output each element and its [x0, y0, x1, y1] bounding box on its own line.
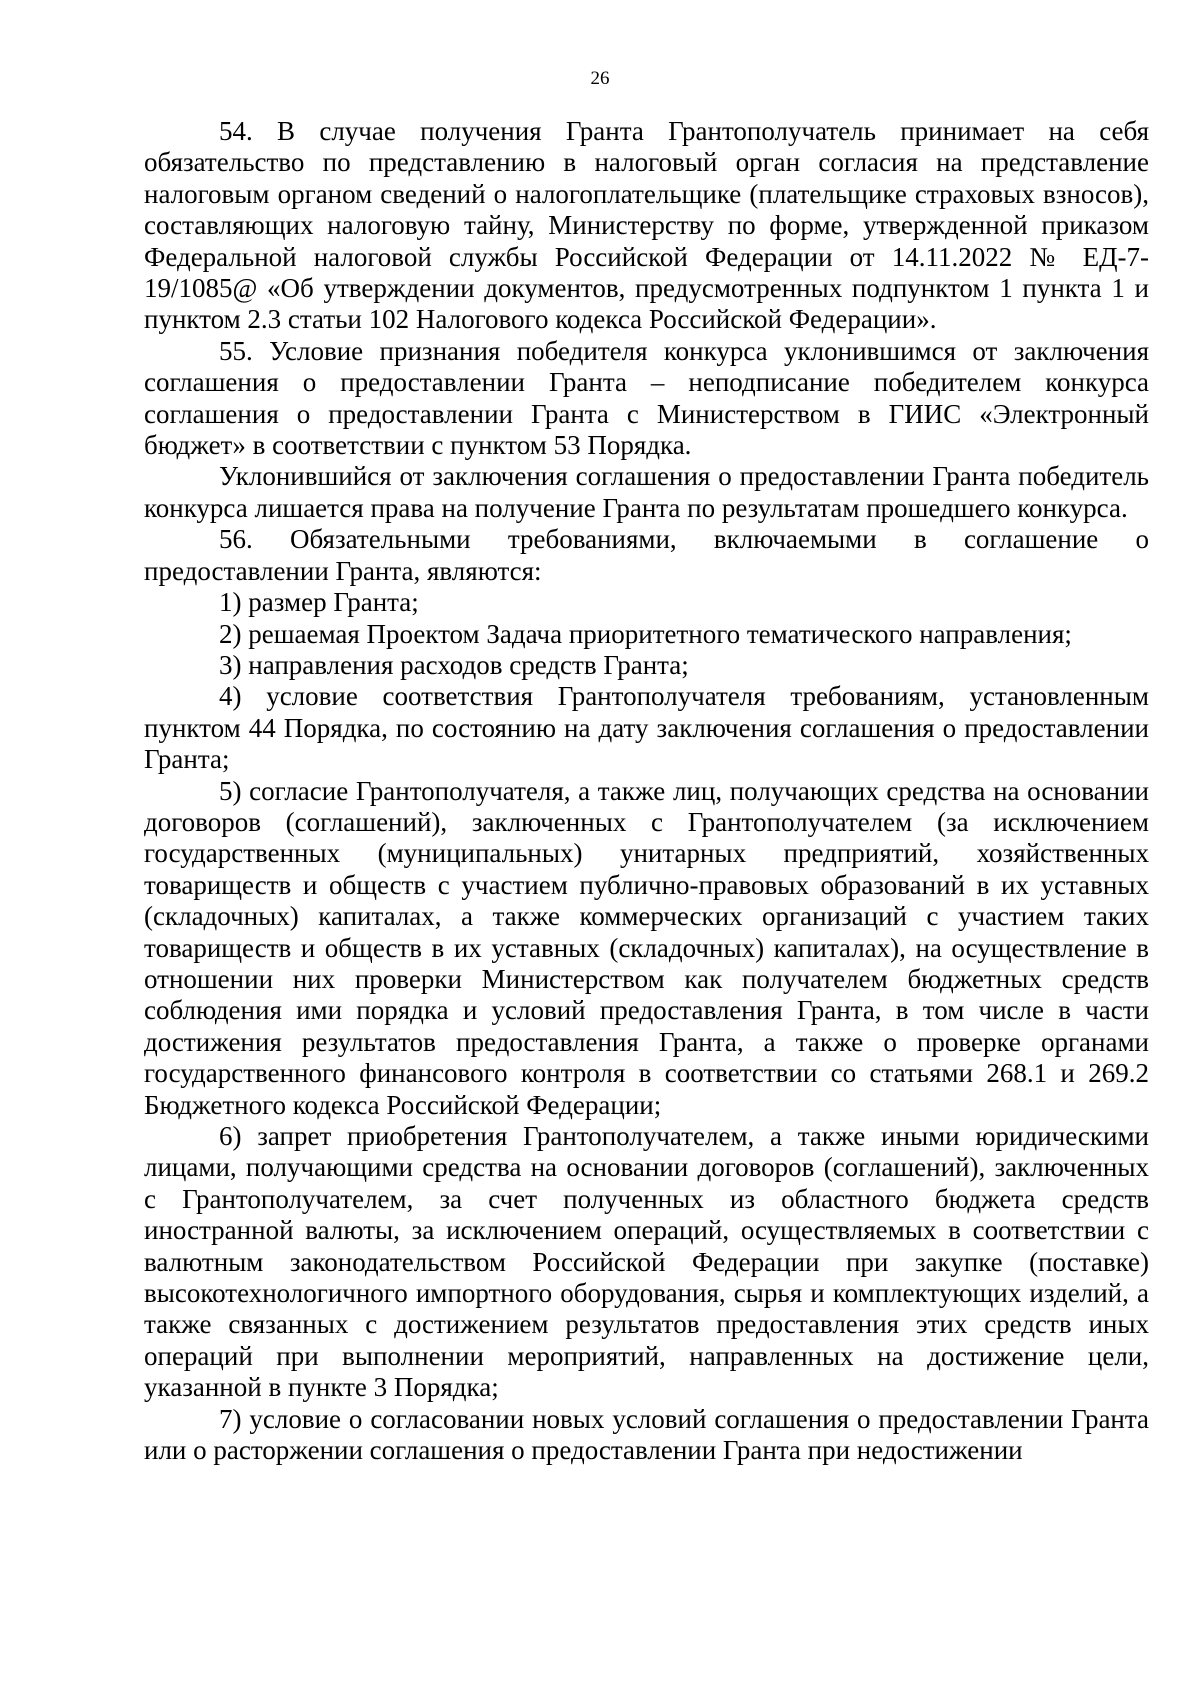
list-item-1: 1) размер Гранта; — [219, 587, 419, 618]
list-item-7: 7) условие о согласовании новых условий соглашения о предоставлении Гранта или о расторжении соглашения о предоставлении Гранта при недостижении — [144, 1403, 1149, 1466]
paragraph-56: 56. Обязательными требованиями, включаемыми в соглашение о предоставлении Гранта, являются: — [144, 524, 1149, 586]
paragraph-55: 55. Условие признания победителя конкурса уклонившимся от заключения соглашения о предоставлении Гранта – неподписание победителем конкурса соглашения о предоставлении Гранта с Министерством в ГИИС «Электронный бюджет» в соответствии с пунктом 53 Порядка. — [144, 335, 1149, 461]
list-item-2: 2) решаемая Проектом Задача приоритетного тематического направления; — [219, 618, 1072, 649]
list-item-6: 6) запрет приобретения Грантополучателем, а также иными юридическими лицами, получающими средства на основании договоров (соглашений), заключенных с Грантополучателем, за счет полученных из областного бюджета средств иностранной валюты, за исключением операций, осуществляемых в соответствии с валютным законодательством Российской Федерации при закупке (поставке) высокотехнологичного импортного оборудования, сырья и комплектующих изделий, а также связанных с достижением результатов предоставления этих средств иных операций при выполнении мероприятий, направленных на достижение цели, указанной в пункте 3 Порядка; — [144, 1121, 1149, 1403]
list-item-5: 5) согласие Грантополучателя, а также лиц, получающих средства на основании договоров (соглашений), заключенных с Грантополучателем (за исключением государственных (муниципальных) унитарных предприятий, хозяйственных товариществ и обществ с участием публично-правовых образований в их уставных (складочных) капиталах, а также коммерческих организаций с участием таких товариществ и обществ в их уставных (складочных) капиталах), на осуществление в отношении них проверки Министерством как получателем бюджетных средств соблюдения ими порядка и условий предоставления Гранта, в том числе в части достижения результатов предоставления Гранта, а также о проверке органами государственного финансового контроля в соответствии со статьями 268.1 и 269.2 Бюджетного кодекса Российской Федерации; — [144, 775, 1149, 1120]
list-item-4: 4) условие соответствия Грантополучателя требованиям, установленным пунктом 44 Порядка, по состоянию на дату заключения соглашения о предоставлении Гранта; — [144, 681, 1149, 775]
list-item-3: 3) направления расходов средств Гранта; — [219, 649, 689, 680]
document-body — [144, 116, 1149, 1466]
page-number: 26 — [590, 68, 610, 89]
paragraph-54: 54. В случае получения Гранта Грантополучатель принимает на себя обязательство по представлению в налоговый орган согласия на представление налоговым органом сведений о налогоплательщике (плательщике страховых взносов), составляющих налоговую тайну, Министерству по форме, утвержденной приказом Федеральной налоговой службы Российской Федерации от 14.11.2022 № ЕД-7-19/1085@ «Об утверждении документов, предусмотренных подпунктом 1 пункта 1 и пунктом 2.3 статьи 102 Налогового кодекса Российской Федерации». — [144, 116, 1149, 335]
paragraph-55-continuation: Уклонившийся от заключения соглашения о предоставлении Гранта победитель конкурса лишается права на получение Гранта по результатам прошедшего конкурса. — [144, 461, 1149, 523]
